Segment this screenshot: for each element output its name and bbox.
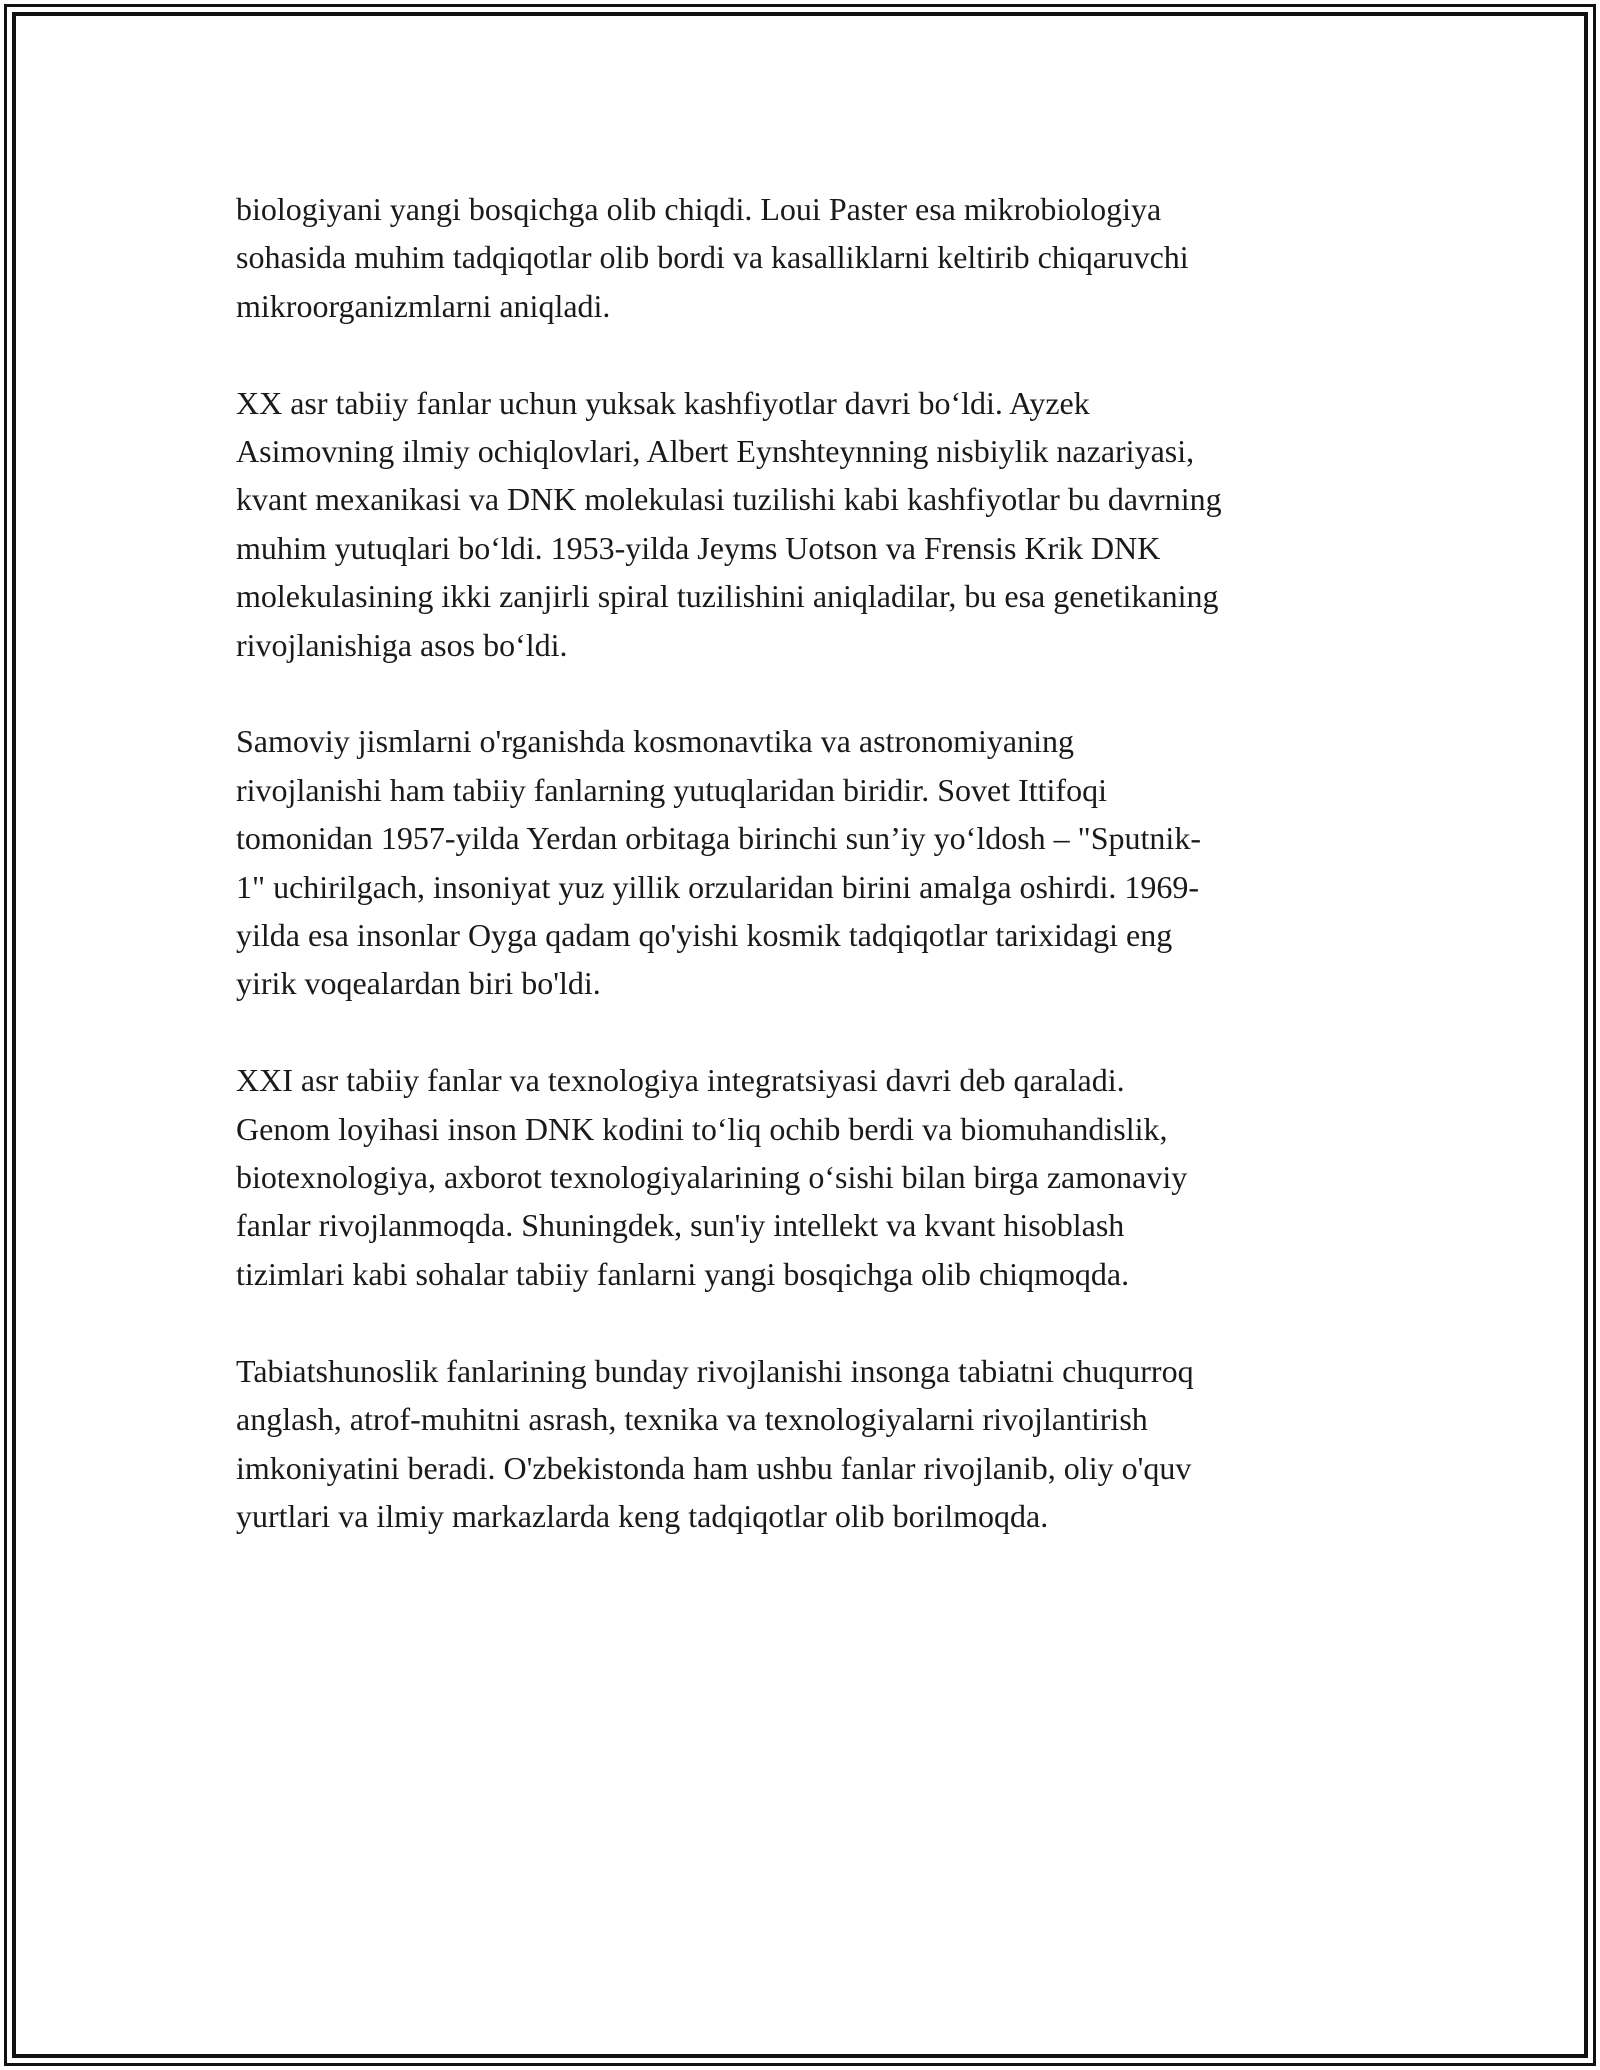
text-line: yurtlari va ilmiy markazlarda keng tadqiqotlar olib borilmoqda. (236, 1497, 1049, 1534)
text-line: biologiyani yangi bosqichga olib chiqdi. Loui Paster esa mikrobiologiya (236, 191, 1162, 227)
text-line: 1" uchirilgach, insoniyat yuz yillik orzularidan birini amalga oshirdi. 1969- (236, 868, 1200, 905)
paragraph-cosmonautics (236, 717, 1372, 1007)
text-line: rivojlanishiga asos bo‘ldi. (236, 626, 568, 663)
text-line: Genom loyihasi inson DNK kodini to‘liq ochib berdi va biomuhandislik, (236, 1110, 1168, 1147)
text-line: tomonidan 1957-yilda Yerdan orbitaga birinchi sun’iy yo‘ldosh – "Sputnik- (236, 820, 1201, 857)
text-line: fanlar rivojlanmoqda. Shuningdek, sun'iy intellekt va kvant hisoblash (236, 1207, 1125, 1244)
text-line: molekulasining ikki zanjirli spiral tuzilishini aniqladilar, bu esa genetikaning (236, 578, 1219, 615)
paragraph-twentieth-century (236, 379, 1372, 669)
paragraph-pasteur (236, 185, 1372, 330)
text-line: anglash, atrof-muhitni asrash, texnika va texnologiyalarni rivojlantirish (236, 1401, 1148, 1438)
text-line: Samoviy jismlarni o'rganishda kosmonavtika va astronomiyaning (236, 723, 1074, 760)
text-line: tizimlari kabi sohalar tabiiy fanlarni yangi bosqichga olib chiqmoqda. (236, 1255, 1130, 1292)
text-line: mikroorganizmlarni aniqladi. (236, 287, 611, 324)
text-line: rivojlanishi ham tabiiy fanlarning yutuqlaridan biridir. Sovet Ittifoqi (236, 771, 1107, 808)
text-line: Asimovning ilmiy ochiqlovlari, Albert Eynshteynning nisbiylik nazariyasi, (236, 433, 1195, 470)
text-line: muhim yutuqlari bo‘ldi. 1953-yilda Jeyms Uotson va Frensis Krik DNK (236, 529, 1161, 566)
text-line: XX asr tabiiy fanlar uchun yuksak kashfiyotlar davri bo‘ldi. Ayzek (236, 384, 1090, 421)
text-line: kvant mexanikasi va DNK molekulasi tuzilishi kabi kashfiyotlar bu davrning (236, 481, 1222, 518)
text-line: imkoniyatini beradi. O'zbekistonda ham ushbu fanlar rivojlanib, oliy o'quv (236, 1449, 1192, 1486)
text-line: yirik voqealardan biri bo'ldi. (236, 965, 601, 1002)
text-line: yilda esa insonlar Oyga qadam qo'yishi kosmik tadqiqotlar tarixidagi eng (236, 917, 1173, 954)
text-line: sohasida muhim tadqiqotlar olib bordi va kasalliklarni keltirib chiqaruvchi (236, 239, 1189, 276)
text-line: biotexnologiya, axborot texnologiyalarining o‘sishi bilan birga zamonaviy (236, 1159, 1188, 1196)
text-line: Tabiatshunoslik fanlarining bunday rivojlanishi insonga tabiatni chuqurroq (236, 1352, 1194, 1389)
paragraph-conclusion (236, 1347, 1372, 1541)
text-line: XXI asr tabiiy fanlar va texnologiya integratsiyasi davri deb qaraladi. (236, 1062, 1125, 1099)
document-body (236, 185, 1372, 1589)
paragraph-twenty-first-century (236, 1056, 1372, 1298)
